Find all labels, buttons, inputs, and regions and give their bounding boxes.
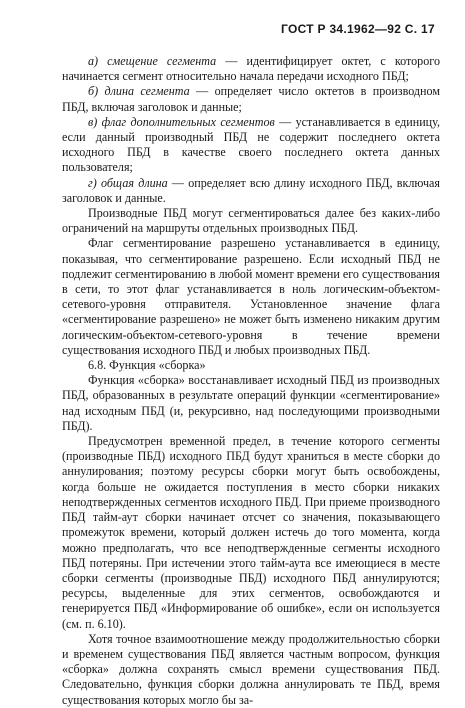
document-body <box>62 54 440 708</box>
page-header: ГОСТ Р 34.1962—92 С. 17 <box>281 22 435 36</box>
paragraph-lifetime: Хотя точное взаимоотношение между продолжительностью сборки и временем существования ПБД является частным вопросом, функция «сборка» должна сохранять смысл времени существования ПБД. Следовательно, функция сборки должна аннулировать те ПБД, время существования которых могло бы за- <box>62 631 440 707</box>
paragraph-derived: Производные ПБД могут сегментироваться далее без каких-либо ограничений на маршруты отдельных производных ПБД. <box>62 206 440 236</box>
paragraph-a-text: — идентифицирует октет, с которого начинается сегмент относительно начала передачи исходного ПБД; <box>62 54 440 84</box>
term-segment-length: б) длина сегмента <box>88 84 190 99</box>
term-segment-offset: а) смещение сегмента <box>88 54 217 68</box>
paragraph-flag: Флаг сегментирование разрешено устанавливается в единицу, показывая, что сегментирование разрешено. Если исходный ПБД не подлежит сегментированию в любой момент времени его существования в сети, то этот флаг устанавливается в ноль логическим-объектом-сетевого-уровня отправителя. Установленное значение флага «сегментирование разрешено» не может быть изменено никаким другим логическим-объектом-сетевого-уровня в течение времени существования исходного ПБД и любых производных ПБД. <box>62 236 440 357</box>
term-more-segments-flag: в) флаг дополнительных сегментов <box>88 114 275 129</box>
paragraph-assembly: Функция «сборка» восстанавливает исходный ПБД из производных ПБД, образованных в результате операций функции «сегментирование» над исходным ПБД (и, рекурсивно, над последующими производными ПБД). <box>62 373 440 433</box>
paragraph-timeout: Предусмотрен временной предел, в течение которого сегменты (производные ПБД) исходного ПБД будут храниться в месте сборки до аннулирования; поэтому ресурсы сборки могут быть освобождены, когда больше не ожидается поступления в место сборки никаких неподтвержденных сегментов исходного ПБД. При приеме производного ПБД тайм-аут сборки начинает отсчет со значения, показывающего промежуток времени, который должен истечь до того момента, когда можно предполагать, что все неподтвержденные сегменты исходного ПБД потеряны. При истечении этого тайм-аута все имеющиеся в месте сборки сегменты (производные ПБД) исходного ПБД аннулируются; ресурсы, выделенные для этих сегментов, освобождаются и генерируется ПБД «Информирование об ошибке», если он используется (см. п. 6.10). <box>62 434 440 631</box>
term-total-length: г) общая длина <box>88 175 168 190</box>
paragraph-v-text: — устанавливается в единицу, если данный производный ПБД не содержит последнего октета исходного ПБД в качестве своего последнего октета данных пользователя; <box>62 114 440 175</box>
paragraph-b <box>62 84 440 114</box>
paragraph-g <box>62 176 440 206</box>
paragraph-g-text: — определяет всю длину исходного ПБД, включая заголовок и данные. <box>62 175 440 205</box>
paragraph-a <box>62 54 440 84</box>
paragraph-v <box>62 115 440 176</box>
section-heading-6-8: 6.8. Функция «сборка» <box>88 358 206 373</box>
paragraph-b-text: — определяет число октетов в производном ПБД, включая заголовок и данные; <box>62 84 440 114</box>
